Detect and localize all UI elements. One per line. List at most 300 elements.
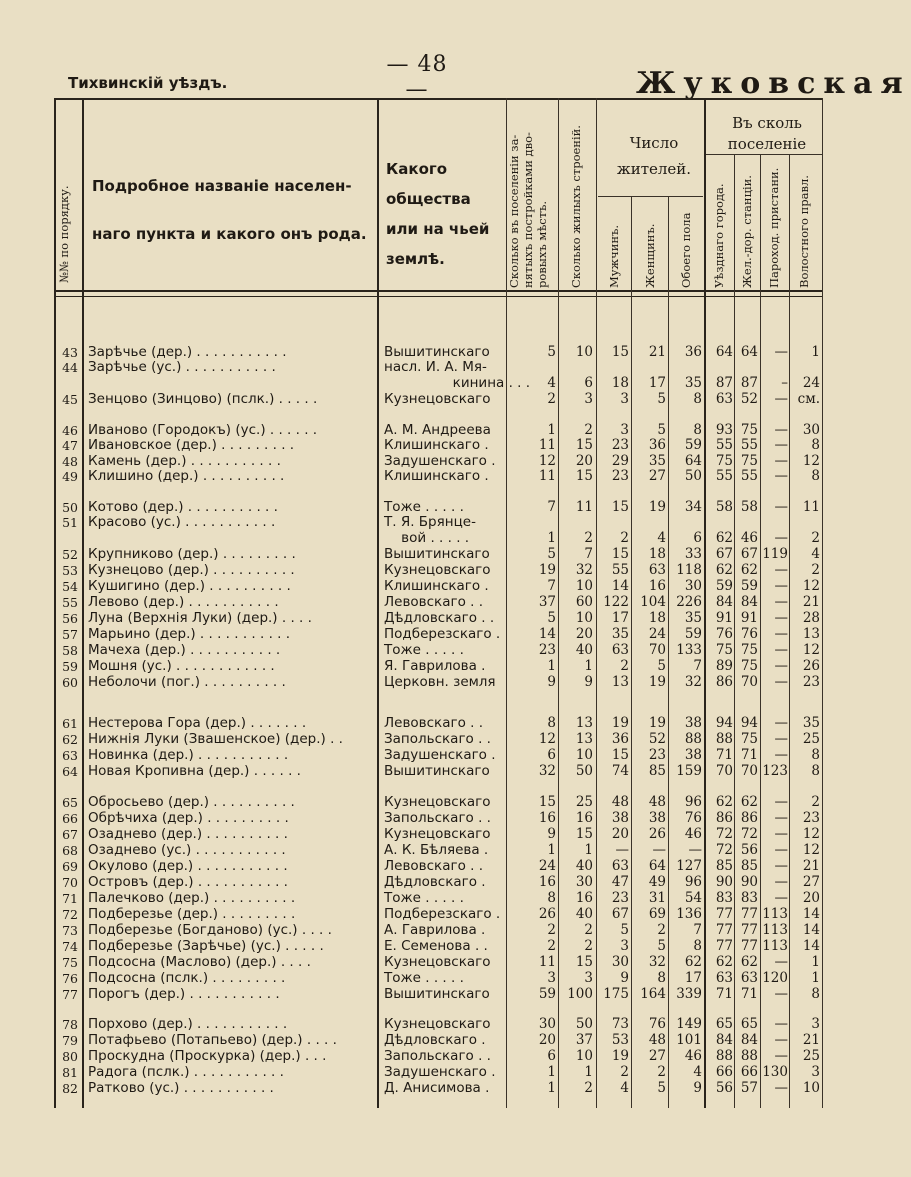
dist-stanciya: 58 <box>740 499 758 515</box>
society-name: Вышитинскаго <box>384 763 490 779</box>
dist-gorod: 86 <box>715 810 733 826</box>
society-name: Запольскаго . . <box>384 810 491 826</box>
men-count: 15 <box>611 499 629 515</box>
dist-pristan: 113 <box>762 922 788 938</box>
dvory-count: 8 <box>547 715 556 731</box>
zhilye-count: 15 <box>575 954 593 970</box>
zhilye-count: 9 <box>584 674 593 690</box>
zhilye-count: 50 <box>575 763 593 779</box>
dist-pristan: 130 <box>762 1064 788 1080</box>
dist-volost: 21 <box>802 594 820 610</box>
row-number: 51 <box>62 515 78 530</box>
dvory-count: 6 <box>547 747 556 763</box>
row-number: 74 <box>62 939 78 954</box>
dist-stanciya: 65 <box>740 1016 758 1032</box>
dvory-count: 2 <box>547 391 556 407</box>
dist-gorod: 87 <box>715 375 733 391</box>
men-count: 13 <box>611 674 629 690</box>
dist-gorod: 85 <box>715 858 733 874</box>
society-name: А. Гаврилова . <box>384 922 486 938</box>
row-number: 53 <box>62 563 78 578</box>
women-count: 19 <box>648 499 666 515</box>
dist-gorod: 75 <box>715 453 733 469</box>
settlement-name: Марьино (дер.) . . . . . . . . . . . <box>88 626 291 642</box>
dist-volost: 3 <box>811 1016 820 1032</box>
dist-volost: 13 <box>802 626 820 642</box>
dist-pristan: — <box>774 594 788 610</box>
total-count: 7 <box>693 658 702 674</box>
table-row <box>0 392 831 407</box>
society-name: Тоже . . . . . <box>384 890 464 906</box>
settlement-name: Подсосна (Маслово) (дер.) . . . . <box>88 954 311 970</box>
header-women: Женщинъ. <box>643 223 657 288</box>
zhilye-count: 10 <box>575 344 593 360</box>
total-count: 8 <box>693 422 702 438</box>
dist-volost: 8 <box>811 747 820 763</box>
table-row <box>0 643 831 658</box>
dist-volost: 12 <box>802 826 820 842</box>
dist-volost: 27 <box>802 874 820 890</box>
settlement-name: Зенцово (Зинцово) (пслк.) . . . . . <box>88 391 318 407</box>
dist-gorod: 77 <box>715 906 733 922</box>
zhilye-count: 3 <box>584 391 593 407</box>
row-number: 80 <box>62 1049 78 1064</box>
dist-pristan: — <box>774 858 788 874</box>
society-name: Е. Семенова . . <box>384 938 488 954</box>
volost-title: Жуковская <box>636 66 911 101</box>
zhilye-count: 16 <box>575 810 593 826</box>
dist-pristan: 120 <box>762 970 788 986</box>
dist-gorod: 62 <box>715 530 733 546</box>
women-count: 23 <box>648 747 666 763</box>
dist-gorod: 77 <box>715 938 733 954</box>
dvory-count: 5 <box>547 344 556 360</box>
total-count: 76 <box>684 810 702 826</box>
header-society: Какого общества или на чьей землѣ. <box>386 160 490 268</box>
total-count: 136 <box>676 906 702 922</box>
dist-pristan: — <box>774 715 788 731</box>
dist-pristan: — <box>774 658 788 674</box>
dist-pristan: — <box>774 674 788 690</box>
dist-stanciya: 75 <box>740 731 758 747</box>
dist-gorod: 71 <box>715 747 733 763</box>
total-count: 159 <box>676 763 702 779</box>
dist-pristan: — <box>774 954 788 970</box>
zhilye-count: 16 <box>575 890 593 906</box>
dist-volost: 23 <box>802 674 820 690</box>
table-row <box>0 748 831 763</box>
dist-gorod: 86 <box>715 674 733 690</box>
table-row <box>0 627 831 642</box>
zhilye-count: 7 <box>584 546 593 562</box>
dist-pristan: 119 <box>762 546 788 562</box>
dist-stanciya: 77 <box>740 938 758 954</box>
table-row <box>0 469 831 484</box>
dist-pristan: — <box>774 468 788 484</box>
dist-gorod: 62 <box>715 954 733 970</box>
men-count: 2 <box>620 1064 629 1080</box>
zhilye-count: 15 <box>575 826 593 842</box>
women-count: 63 <box>648 562 666 578</box>
total-count: 33 <box>684 546 702 562</box>
society-name: Левовскаго . . <box>384 858 483 874</box>
settlement-name: Кушигино (дер.) . . . . . . . . . . <box>88 578 291 594</box>
society-name: Тоже . . . . . <box>384 970 464 986</box>
dist-stanciya: 71 <box>740 986 758 1002</box>
zhilye-count: 10 <box>575 610 593 626</box>
men-count: — <box>615 842 629 858</box>
header-pristan: Пароход. пристани. <box>767 167 781 288</box>
dist-gorod: 77 <box>715 922 733 938</box>
dist-stanciya: 62 <box>740 562 758 578</box>
society-name: Клишинскаго . <box>384 437 489 453</box>
settlement-name: Ратково (ус.) . . . . . . . . . . . <box>88 1080 274 1096</box>
table-row <box>0 675 831 690</box>
dist-stanciya: 64 <box>740 344 758 360</box>
women-count: 164 <box>640 986 666 1002</box>
dist-gorod: 84 <box>715 1032 733 1048</box>
zhilye-count: 15 <box>575 437 593 453</box>
dvory-count: 23 <box>538 642 556 658</box>
women-count: 24 <box>648 626 666 642</box>
society-name: Дѣдловскаго . <box>384 874 486 890</box>
dist-stanciya: 75 <box>740 658 758 674</box>
dist-stanciya: 62 <box>740 954 758 970</box>
row-number: 81 <box>62 1065 78 1080</box>
men-count: 73 <box>611 1016 629 1032</box>
society-name: Дѣдловскаго . . <box>384 610 495 626</box>
men-count: 175 <box>603 986 629 1002</box>
society-name: Вышитинскаго <box>384 546 490 562</box>
dist-pristan: 113 <box>762 938 788 954</box>
row-number: 56 <box>62 611 78 626</box>
zhilye-count: 10 <box>575 747 593 763</box>
men-count: 2 <box>620 530 629 546</box>
dist-volost: 3 <box>811 1064 820 1080</box>
table-row <box>0 811 831 826</box>
women-count: 64 <box>648 858 666 874</box>
table-row <box>0 843 831 858</box>
dist-pristan: — <box>774 578 788 594</box>
men-count: 23 <box>611 890 629 906</box>
settlement-name: Клишино (дер.) . . . . . . . . . . <box>88 468 285 484</box>
men-count: 4 <box>620 1080 629 1096</box>
dist-pristan: — <box>774 626 788 642</box>
women-count: 5 <box>657 938 666 954</box>
row-number: 54 <box>62 579 78 594</box>
dist-stanciya: 87 <box>740 375 758 391</box>
dist-stanciya: 71 <box>740 747 758 763</box>
settlement-name: Кузнецово (дер.) . . . . . . . . . . <box>88 562 295 578</box>
zhilye-count: 10 <box>575 1048 593 1064</box>
dist-stanciya: 75 <box>740 422 758 438</box>
table-row <box>0 547 831 562</box>
men-count: 36 <box>611 731 629 747</box>
dist-gorod: 88 <box>715 1048 733 1064</box>
settlement-name: Зарѣчье (дер.) . . . . . . . . . . . <box>88 344 287 360</box>
total-count: 62 <box>684 954 702 970</box>
men-count: 67 <box>611 906 629 922</box>
total-count: 118 <box>676 562 702 578</box>
settlement-name: Палечково (дер.) . . . . . . . . . . <box>88 890 296 906</box>
total-count: 133 <box>676 642 702 658</box>
dist-gorod: 72 <box>715 826 733 842</box>
dist-volost: 14 <box>802 906 820 922</box>
total-count: 35 <box>684 375 702 391</box>
total-count: 46 <box>684 1048 702 1064</box>
dist-pristan: — <box>774 826 788 842</box>
total-count: 4 <box>693 1064 702 1080</box>
dist-stanciya: 67 <box>740 546 758 562</box>
dvory-count: 9 <box>547 826 556 842</box>
zhilye-count: 30 <box>575 874 593 890</box>
dist-gorod: 83 <box>715 890 733 906</box>
dist-gorod: 70 <box>715 763 733 779</box>
dvory-count: 2 <box>547 922 556 938</box>
zhilye-count: 25 <box>575 794 593 810</box>
dvory-count: 5 <box>547 610 556 626</box>
settlement-name: Нижнія Луки (Звашенское) (дер.) . . <box>88 731 343 747</box>
dist-gorod: 93 <box>715 422 733 438</box>
society-name: Задушенскаго . <box>384 1064 496 1080</box>
settlement-name: Иваново (Городокъ) (ус.) . . . . . . <box>88 422 318 438</box>
total-count: 127 <box>676 858 702 874</box>
table-row <box>0 971 831 986</box>
dist-gorod: 64 <box>715 344 733 360</box>
total-count: 38 <box>684 715 702 731</box>
row-number: 71 <box>62 891 78 906</box>
dvory-count: 11 <box>538 954 556 970</box>
dist-stanciya: 90 <box>740 874 758 890</box>
row-number: 75 <box>62 955 78 970</box>
table-row <box>0 423 831 438</box>
zhilye-count: 1 <box>584 842 593 858</box>
table-row <box>0 732 831 747</box>
settlement-name: Проскудна (Проскурка) (дер.) . . . <box>88 1048 327 1064</box>
women-count: 48 <box>648 794 666 810</box>
dvory-count: 11 <box>538 437 556 453</box>
dist-pristan: — <box>774 422 788 438</box>
women-count: 2 <box>657 922 666 938</box>
dist-stanciya: 66 <box>740 1064 758 1080</box>
society-name: Запольскаго . . <box>384 731 491 747</box>
society-name: Дѣдловскаго . <box>384 1032 486 1048</box>
women-count: 8 <box>657 970 666 986</box>
table-row <box>0 515 831 530</box>
row-number: 58 <box>62 643 78 658</box>
women-count: 27 <box>648 468 666 484</box>
dist-stanciya: 91 <box>740 610 758 626</box>
total-count: 7 <box>693 922 702 938</box>
society-name: Кузнецовскаго <box>384 562 491 578</box>
zhilye-count: 2 <box>584 922 593 938</box>
men-count: 3 <box>620 422 629 438</box>
table-row <box>0 500 831 515</box>
table-row <box>0 923 831 938</box>
dist-pristan: — <box>774 391 788 407</box>
settlement-name: Порогъ (дер.) . . . . . . . . . . . <box>88 986 280 1002</box>
dist-volost: 2 <box>811 530 820 546</box>
settlement-name: Камень (дер.) . . . . . . . . . . . <box>88 453 281 469</box>
dist-stanciya: 57 <box>740 1080 758 1096</box>
settlement-name: Котово (дер.) . . . . . . . . . . . <box>88 499 278 515</box>
table-row <box>0 907 831 922</box>
dvory-count: 1 <box>547 422 556 438</box>
settlement-name: Потафьево (Потапьево) (дер.) . . . . <box>88 1032 337 1048</box>
total-count: 101 <box>676 1032 702 1048</box>
society-name: Подберезскаго . <box>384 906 501 922</box>
settlement-name: Порхово (дер.) . . . . . . . . . . . <box>88 1016 288 1032</box>
row-number: 45 <box>62 392 78 407</box>
table-row <box>0 875 831 890</box>
women-count: 32 <box>648 954 666 970</box>
table-row <box>0 795 831 810</box>
header-dvory-line1: Сколько въ поселеніи за- <box>507 134 521 288</box>
dist-pristan: 123 <box>762 763 788 779</box>
dist-volost: 12 <box>802 842 820 858</box>
total-count: — <box>688 842 702 858</box>
total-count: 59 <box>684 626 702 642</box>
dist-pristan: — <box>774 794 788 810</box>
row-number: 82 <box>62 1081 78 1096</box>
dist-gorod: 55 <box>715 468 733 484</box>
men-count: 20 <box>611 826 629 842</box>
women-count: 36 <box>648 437 666 453</box>
dvory-count: 14 <box>538 626 556 642</box>
dist-stanciya: 62 <box>740 794 758 810</box>
settlement-name: Левово (дер.) . . . . . . . . . . . <box>88 594 279 610</box>
settlement-name: Подберезье (дер.) . . . . . . . . . <box>88 906 296 922</box>
men-count: 15 <box>611 546 629 562</box>
zhilye-count: 50 <box>575 1016 593 1032</box>
dvory-count: 11 <box>538 468 556 484</box>
zhilye-count: 32 <box>575 562 593 578</box>
dist-pristan: — <box>774 344 788 360</box>
dvory-count: 15 <box>538 794 556 810</box>
row-number: 68 <box>62 843 78 858</box>
men-count: 35 <box>611 626 629 642</box>
dist-pristan: — <box>774 810 788 826</box>
women-count: 5 <box>657 658 666 674</box>
dist-pristan: — <box>774 642 788 658</box>
total-count: 64 <box>684 453 702 469</box>
row-number: 48 <box>62 454 78 469</box>
dist-volost: 12 <box>802 453 820 469</box>
society-name: Тоже . . . . . <box>384 499 464 515</box>
men-count: 23 <box>611 437 629 453</box>
zhilye-count: 10 <box>575 578 593 594</box>
men-count: 38 <box>611 810 629 826</box>
row-number: 44 <box>62 360 78 375</box>
men-count: 55 <box>611 562 629 578</box>
men-count: 5 <box>620 922 629 938</box>
table-row <box>0 1081 831 1096</box>
dist-gorod: 58 <box>715 499 733 515</box>
women-count: 5 <box>657 422 666 438</box>
table-row <box>0 1017 831 1032</box>
zhilye-count: 2 <box>584 422 593 438</box>
total-count: 59 <box>684 437 702 453</box>
dist-stanciya: 59 <box>740 578 758 594</box>
zhilye-count: 11 <box>575 499 593 515</box>
zhilye-count: 20 <box>575 626 593 642</box>
society-name: Кузнецовскаго <box>384 794 491 810</box>
total-count: 9 <box>693 1080 702 1096</box>
header-zhilye: Сколько жилыхъ строеній. <box>569 125 583 288</box>
zhilye-count: 20 <box>575 453 593 469</box>
dvory-count: 6 <box>547 1048 556 1064</box>
dvory-count: 1 <box>547 530 556 546</box>
row-number: 69 <box>62 859 78 874</box>
dist-volost: см. <box>797 391 820 407</box>
women-count: 16 <box>648 578 666 594</box>
header-chislo-group: Число жителей. <box>616 134 692 178</box>
zhilye-count: 40 <box>575 906 593 922</box>
dist-stanciya: 77 <box>740 922 758 938</box>
header-men: Мужчинъ. <box>607 224 621 288</box>
women-count: 19 <box>648 715 666 731</box>
dvory-count: 59 <box>538 986 556 1002</box>
table-row <box>0 939 831 954</box>
total-count: 339 <box>676 986 702 1002</box>
dist-stanciya: 75 <box>740 642 758 658</box>
row-number: 52 <box>62 547 78 562</box>
dist-gorod: 63 <box>715 970 733 986</box>
dist-volost: 10 <box>802 1080 820 1096</box>
dvory-count: 20 <box>538 1032 556 1048</box>
women-count: 4 <box>657 530 666 546</box>
zhilye-count: 2 <box>584 530 593 546</box>
dvory-count: 24 <box>538 858 556 874</box>
row-number: 61 <box>62 716 78 731</box>
zhilye-count: 13 <box>575 731 593 747</box>
society-name: Кузнецовскаго <box>384 391 491 407</box>
dist-pristan: 113 <box>762 906 788 922</box>
dist-pristan: — <box>774 453 788 469</box>
dist-stanciya: 94 <box>740 715 758 731</box>
dvory-count: 37 <box>538 594 556 610</box>
dist-pristan: — <box>774 731 788 747</box>
row-number: 50 <box>62 500 78 515</box>
dist-gorod: 67 <box>715 546 733 562</box>
society-name: Задушенскаго . <box>384 747 496 763</box>
society-name: А. М. Андреева <box>384 422 491 438</box>
dist-volost: 26 <box>802 658 820 674</box>
dist-volost: 12 <box>802 642 820 658</box>
table-row <box>0 531 831 546</box>
table-header-rule <box>54 290 823 292</box>
dist-pristan: — <box>774 499 788 515</box>
dist-volost: 21 <box>802 1032 820 1048</box>
dist-gorod: 90 <box>715 874 733 890</box>
total-count: 8 <box>693 938 702 954</box>
society-name: Я. Гаврилова . <box>384 658 486 674</box>
women-count: 5 <box>657 1080 666 1096</box>
zhilye-count: 100 <box>567 986 593 1002</box>
settlement-name: Подберезье (Зарѣчье) (ус.) . . . . . <box>88 938 324 954</box>
dist-volost: 35 <box>802 715 820 731</box>
dvory-count: 1 <box>547 1080 556 1096</box>
dist-pristan: – <box>781 375 788 391</box>
dist-gorod: 63 <box>715 391 733 407</box>
women-count: 18 <box>648 610 666 626</box>
total-count: 36 <box>684 344 702 360</box>
society-name: Левовскаго . . <box>384 715 483 731</box>
total-count: 149 <box>676 1016 702 1032</box>
women-count: 49 <box>648 874 666 890</box>
table-row <box>0 659 831 674</box>
total-count: 32 <box>684 674 702 690</box>
